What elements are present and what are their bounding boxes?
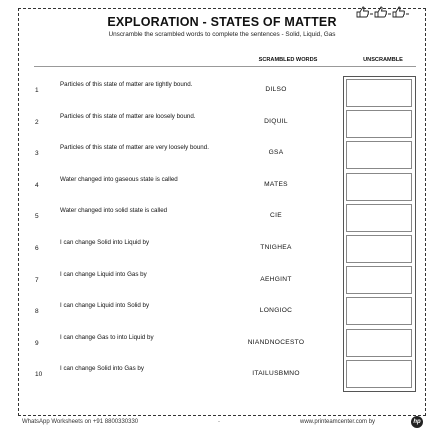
question-number: 7 [35,276,39,284]
hp-logo: hp [411,416,423,428]
scrambled-word: LONGIOC [259,307,293,315]
scrambled-word: AEHGINT [260,275,292,283]
column-header-unscramble: UNSCRAMBLE [363,57,403,63]
question-sentence: Particles of this state of matter are very loosely bound. [60,144,209,152]
question-number: 1 [35,87,39,94]
scrambled-word: DIQUIL [264,117,288,125]
answer-column [343,76,416,392]
answer-box[interactable] [346,360,412,388]
page-title: EXPLORATION - STATES OF MATTER [107,15,337,29]
question-sentence: I can change Solid into Gas by [60,365,144,373]
question-number: 4 [35,181,39,189]
answer-box[interactable] [346,235,412,263]
header-divider [34,66,416,67]
scrambled-word: CIE [270,212,282,220]
question-number: 9 [35,339,39,347]
question-sentence: Water changed into solid state is called [60,207,168,215]
question-sentence: I can change Liquid into Solid by [60,302,150,310]
question-number: 6 [35,245,39,252]
footer-whatsapp: WhatsApp Worksheets on +91 8800330330 [22,419,139,425]
question-sentence: I can change Solid into Liquid by [60,239,150,246]
answer-box[interactable] [346,110,412,138]
question-sentence: Particles of this state of matter are loosely bound. [60,112,196,120]
question-sentence: Particles of this state of matter are tightly bound. [60,81,193,88]
footer-separator: - [218,419,220,425]
question-number: 3 [35,150,39,158]
footer-website: www.printeamcenter.com by [300,419,376,425]
answer-box[interactable] [346,329,412,357]
question-number: 2 [35,118,39,126]
answer-box[interactable] [346,141,412,169]
page-subtitle: Unscramble the scrambled words to complete the sentences - Solid, Liquid, Gas [108,31,336,38]
scrambled-word: TNIGHEA [260,244,292,251]
column-header-scrambled: SCRAMBLED WORDS [258,57,318,63]
scrambled-word: DILSO [265,86,287,93]
answer-box[interactable] [346,204,412,232]
scrambled-word: MATES [264,180,288,188]
scrambled-word: NIANDNOCESTO [247,338,305,346]
question-number: 8 [35,308,39,316]
question-sentence: I can change Gas to into Liquid by [60,333,154,341]
answer-box[interactable] [346,173,412,201]
question-number: 10 [35,371,43,379]
question-sentence: Water changed into gaseous state is called [60,175,178,183]
question-number: 5 [35,213,39,221]
scrambled-word: ITAILUSBMNO [252,370,300,378]
answer-box[interactable] [346,266,412,294]
answer-box[interactable] [346,79,412,107]
scrambled-word: GSA [268,149,284,157]
answer-box[interactable] [346,297,412,325]
question-sentence: I can change Liquid into Gas by [60,270,147,278]
